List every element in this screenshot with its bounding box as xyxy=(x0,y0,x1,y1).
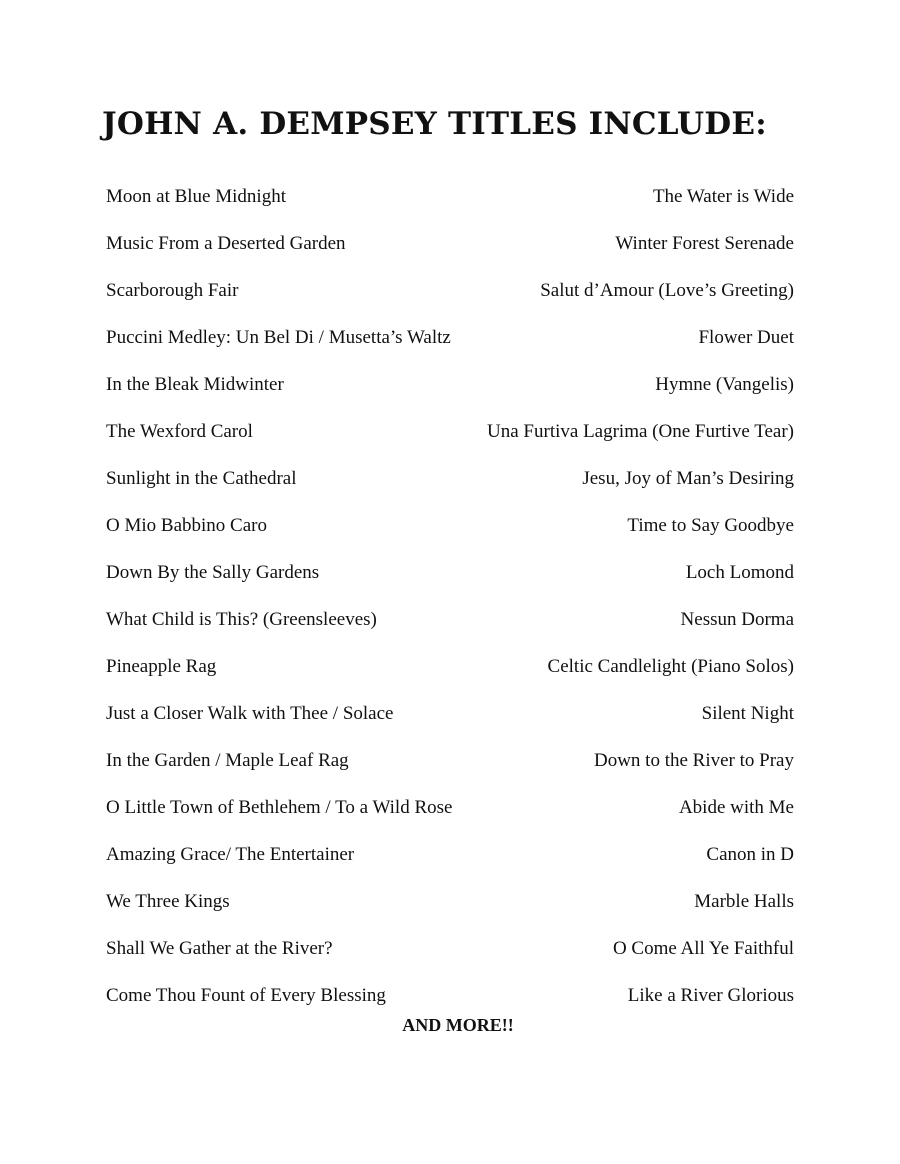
title-left: We Three Kings xyxy=(106,891,230,912)
title-row xyxy=(106,938,794,985)
title-left: What Child is This? (Greensleeves) xyxy=(106,609,377,630)
title-row xyxy=(106,703,794,750)
title-left: Down By the Sally Gardens xyxy=(106,562,320,583)
title-row xyxy=(106,750,794,797)
title-row xyxy=(106,280,794,327)
title-right: Loch Lomond xyxy=(685,562,794,583)
title-left: Moon at Blue Midnight xyxy=(106,186,286,207)
title-left: Pineapple Rag xyxy=(106,656,217,677)
title-right: Hymne (Vangelis) xyxy=(655,374,794,395)
title-right: Jesu, Joy of Man’s Desiring xyxy=(582,468,794,489)
title-right: Silent Night xyxy=(701,703,794,724)
title-row xyxy=(106,562,794,609)
title-right: O Come All Ye Faithful xyxy=(612,938,794,959)
title-row xyxy=(106,844,794,891)
title-right: Like a River Glorious xyxy=(627,985,794,1006)
title-row xyxy=(106,609,794,656)
title-right: Down to the River to Pray xyxy=(593,750,794,771)
title-left: Sunlight in the Cathedral xyxy=(106,468,297,489)
title-row xyxy=(106,468,794,515)
title-left: Amazing Grace/ The Entertainer xyxy=(106,844,355,865)
title-left: O Mio Babbino Caro xyxy=(106,515,267,536)
title-row xyxy=(106,891,794,938)
title-left: Shall We Gather at the River? xyxy=(106,938,333,959)
title-left: Puccini Medley: Un Bel Di / Musetta’s Waltz xyxy=(106,327,451,348)
title-right: Marble Halls xyxy=(694,891,794,912)
title-right: Celtic Candlelight (Piano Solos) xyxy=(547,656,794,677)
title-row xyxy=(106,515,794,562)
title-left: O Little Town of Bethlehem / To a Wild Rose xyxy=(106,797,453,818)
title-row xyxy=(106,421,794,468)
title-right: Salut d’Amour (Love’s Greeting) xyxy=(540,280,794,301)
title-row xyxy=(106,233,794,280)
title-right: Abide with Me xyxy=(678,797,794,818)
title-right: Winter Forest Serenade xyxy=(615,233,794,254)
titles-list xyxy=(106,186,794,1032)
title-left: Scarborough Fair xyxy=(106,280,239,301)
title-right: Time to Say Goodbye xyxy=(627,515,794,536)
page-heading: JOHN A. DEMPSEY TITLES INCLUDE: xyxy=(102,106,767,142)
title-right: Canon in D xyxy=(706,844,794,865)
title-right: Una Furtiva Lagrima (One Furtive Tear) xyxy=(487,421,794,442)
title-left: In the Garden / Maple Leaf Rag xyxy=(106,750,349,771)
and-more-note: AND MORE!! xyxy=(402,1015,514,1035)
title-row xyxy=(106,656,794,703)
title-right: The Water is Wide xyxy=(652,186,794,207)
title-left: Come Thou Fount of Every Blessing xyxy=(106,985,386,1006)
title-left: Just a Closer Walk with Thee / Solace xyxy=(106,703,394,724)
title-right: Nessun Dorma xyxy=(680,609,794,630)
title-row xyxy=(106,374,794,421)
title-left: In the Bleak Midwinter xyxy=(106,374,284,395)
title-row xyxy=(106,186,794,233)
title-right: Flower Duet xyxy=(698,327,794,348)
title-left: Music From a Deserted Garden xyxy=(106,233,346,254)
title-row xyxy=(106,797,794,844)
title-row xyxy=(106,327,794,374)
title-left: The Wexford Carol xyxy=(106,421,253,442)
